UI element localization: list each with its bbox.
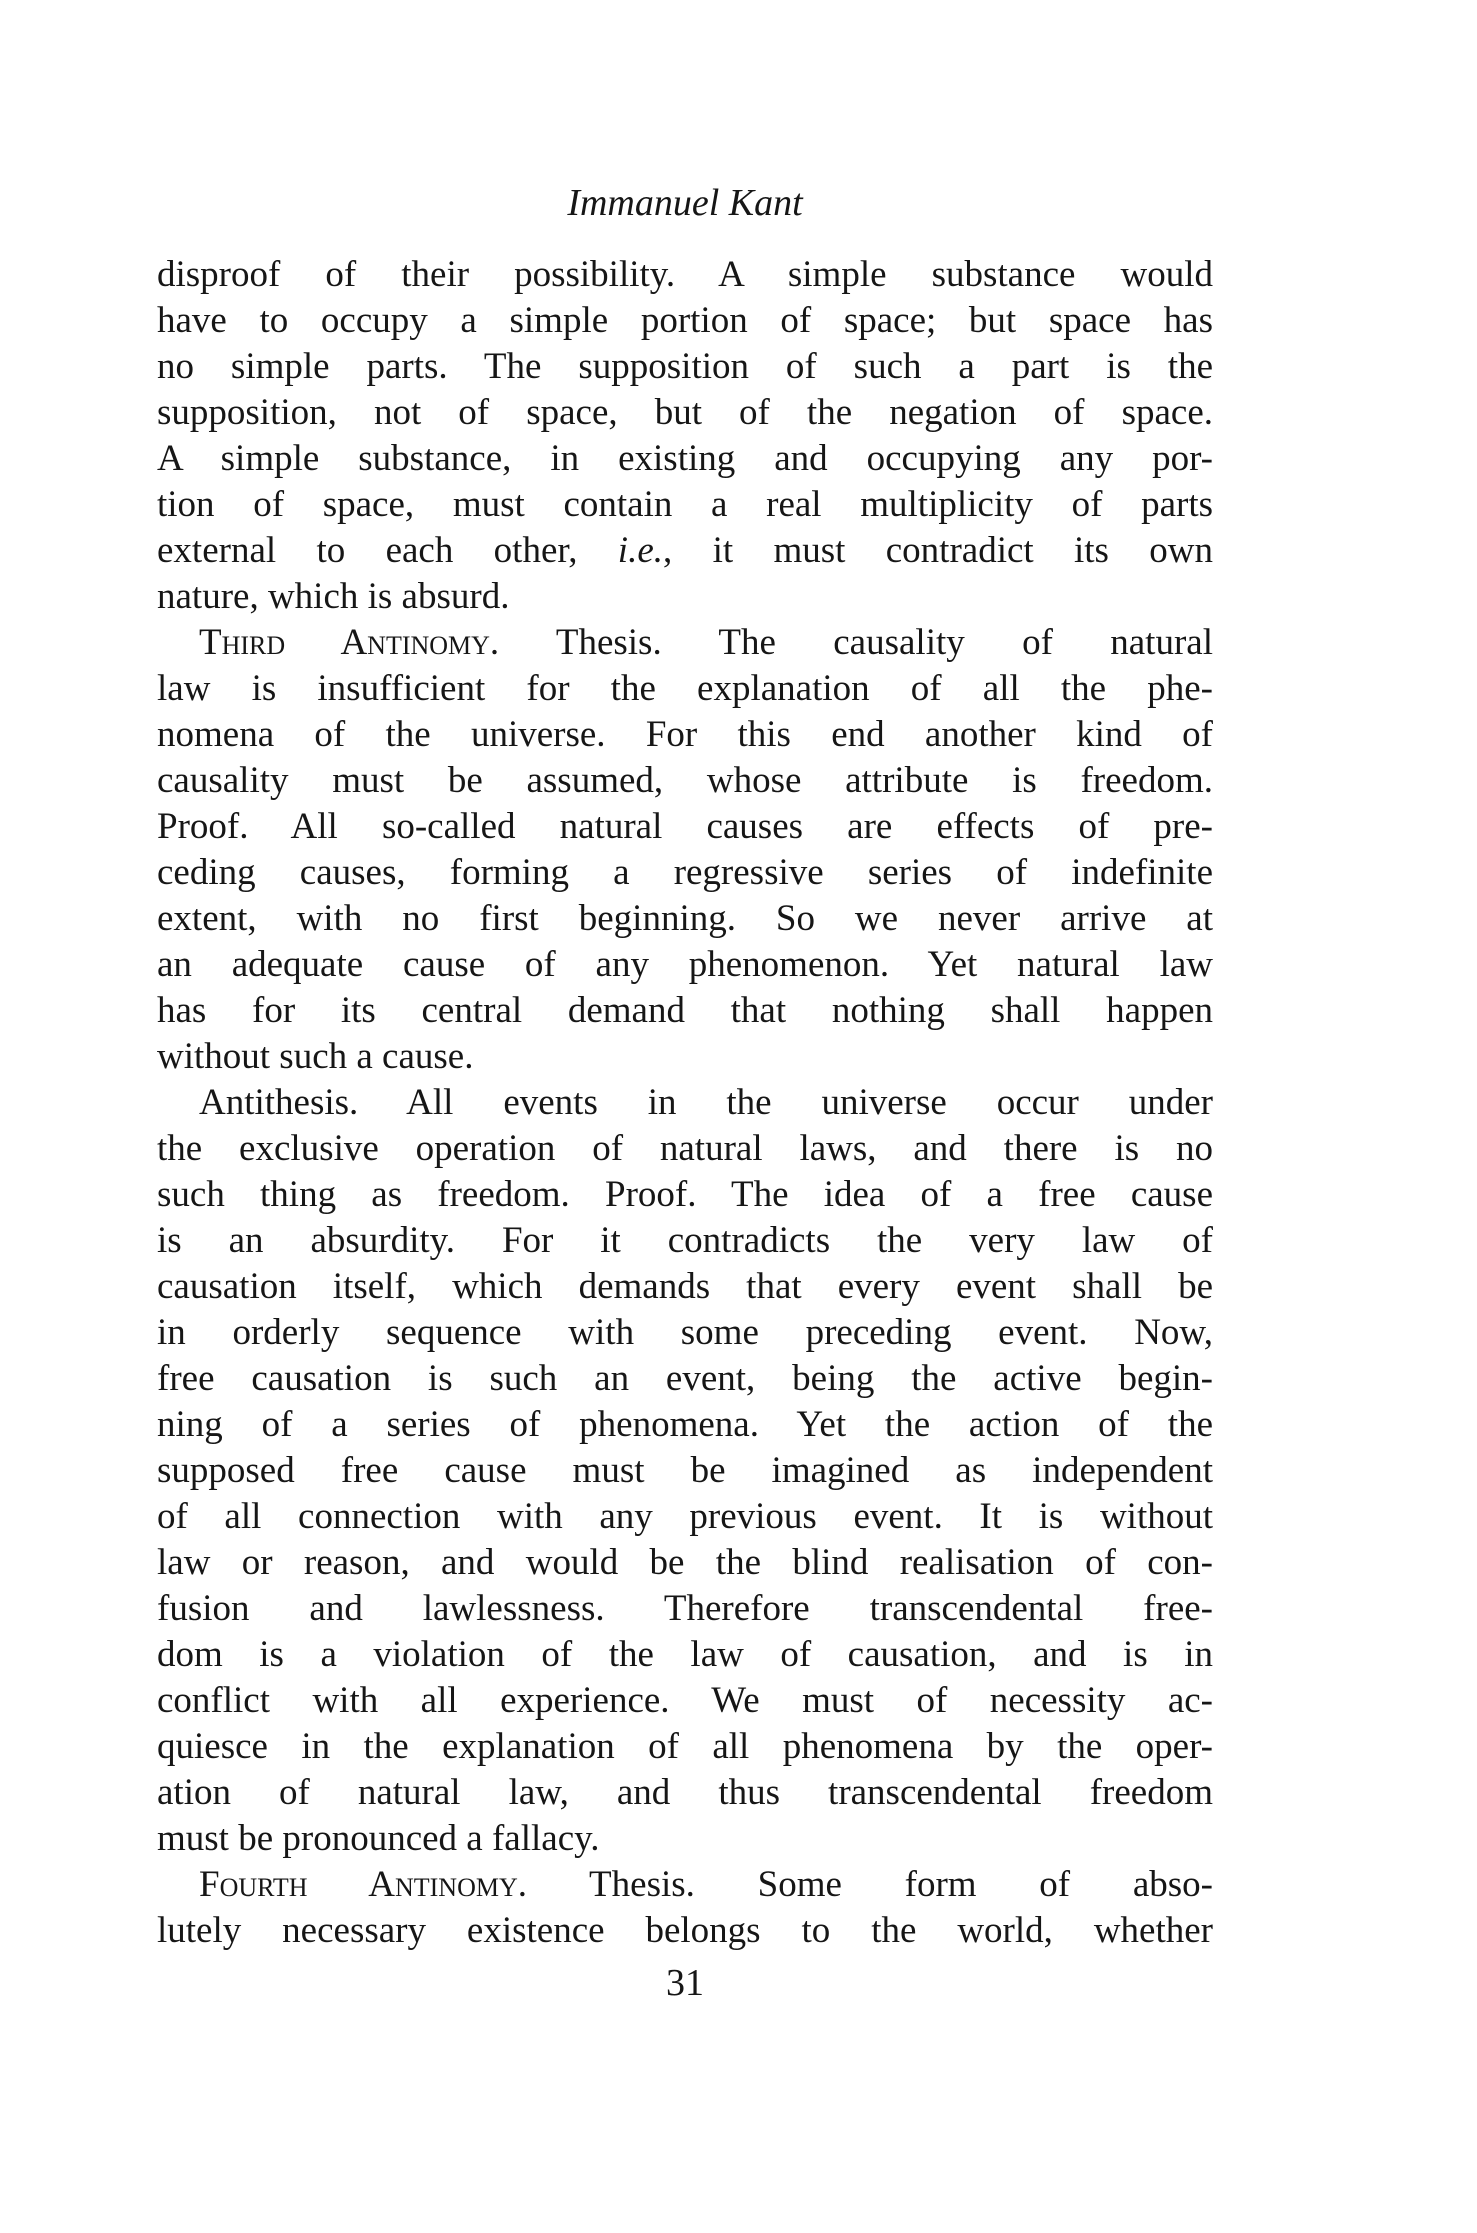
text-segment: disproof of their possibility. A simple substance would	[157, 254, 1213, 295]
text-line	[157, 528, 1213, 574]
text-segment: has for its central demand that nothing shall happen	[157, 990, 1213, 1031]
text-line	[157, 1264, 1213, 1310]
text-segment: the exclusive operation of natural laws, and there is no	[157, 1128, 1213, 1169]
text-line	[157, 1126, 1213, 1172]
text-line	[157, 482, 1213, 528]
text-segment: nature, which is absurd.	[157, 576, 510, 617]
paragraph	[157, 1080, 1213, 1862]
page-number: 31	[666, 1962, 704, 2004]
text-segment: Thesis. The causality of natural	[499, 622, 1213, 663]
text-segment: external to each other,	[157, 530, 618, 571]
text-line	[157, 1862, 1213, 1908]
section-heading: Third Antinomy.	[199, 622, 500, 663]
text-line	[157, 988, 1213, 1034]
text-segment: dom is a violation of the law of causation, and is in	[157, 1634, 1213, 1675]
text-segment: such thing as freedom. Proof. The idea of a free cause	[157, 1174, 1213, 1215]
text-line	[157, 1172, 1213, 1218]
text-segment: supposition, not of space, but of the negation of space.	[157, 392, 1213, 433]
text-segment: law is insufficient for the explanation of all the phe-	[157, 668, 1213, 709]
text-segment: , it must contradict its own	[663, 530, 1213, 571]
paragraph	[157, 620, 1213, 1080]
text-segment: ation of natural law, and thus transcendental freedom	[157, 1772, 1213, 1813]
text-line	[157, 1218, 1213, 1264]
text-line	[157, 666, 1213, 712]
italic-text: i.e.	[617, 530, 663, 571]
text-segment: tion of space, must contain a real multiplicity of parts	[157, 484, 1213, 525]
text-line	[157, 1448, 1213, 1494]
body-text	[157, 252, 1213, 1954]
text-segment: extent, with no first beginning. So we never arrive at	[157, 898, 1213, 939]
text-line	[157, 620, 1213, 666]
text-segment: lutely necessary existence belongs to the world, whether	[157, 1910, 1213, 1951]
text-segment: causation itself, which demands that every event shall be	[157, 1266, 1213, 1307]
text-segment: have to occupy a simple portion of space; but space has	[157, 300, 1213, 341]
paragraph	[157, 1862, 1213, 1954]
text-segment: law or reason, and would be the blind realisation of con-	[157, 1542, 1213, 1583]
text-line	[157, 1816, 1213, 1862]
text-line	[157, 896, 1213, 942]
text-segment: must be pronounced a fallacy.	[157, 1818, 600, 1859]
text-segment: free causation is such an event, being the active begin-	[157, 1358, 1213, 1399]
text-segment: of all connection with any previous event. It is without	[157, 1496, 1213, 1537]
text-line	[157, 1034, 1213, 1080]
text-segment: without such a cause.	[157, 1036, 474, 1077]
text-line	[157, 1678, 1213, 1724]
text-segment: nomena of the universe. For this end another kind of	[157, 714, 1213, 755]
text-line	[157, 1310, 1213, 1356]
text-line	[157, 1402, 1213, 1448]
text-line	[157, 712, 1213, 758]
text-segment: A simple substance, in existing and occupying any por-	[157, 438, 1213, 479]
text-line	[157, 252, 1213, 298]
text-line	[157, 298, 1213, 344]
text-line	[157, 390, 1213, 436]
text-segment: Antithesis. All events in the universe occur under	[199, 1082, 1213, 1123]
text-line	[157, 1908, 1213, 1954]
text-line	[157, 804, 1213, 850]
section-heading: Fourth Antinomy.	[199, 1864, 527, 1905]
text-line	[157, 1770, 1213, 1816]
text-segment: conflict with all experience. We must of necessity ac-	[157, 1680, 1213, 1721]
text-line	[157, 574, 1213, 620]
text-segment: ceding causes, forming a regressive series of indefinite	[157, 852, 1213, 893]
text-line	[157, 1586, 1213, 1632]
text-segment: Thesis. Some form of abso-	[527, 1864, 1213, 1905]
text-line	[157, 942, 1213, 988]
text-line	[157, 1540, 1213, 1586]
text-line	[157, 1632, 1213, 1678]
paragraph	[157, 252, 1213, 620]
text-segment: quiesce in the explanation of all phenomena by the oper-	[157, 1726, 1213, 1767]
text-line	[157, 436, 1213, 482]
text-line	[157, 1356, 1213, 1402]
text-segment: causality must be assumed, whose attribute is freedom.	[157, 760, 1213, 801]
text-line	[157, 1724, 1213, 1770]
text-line	[157, 344, 1213, 390]
text-segment: fusion and lawlessness. Therefore transcendental free-	[157, 1588, 1213, 1629]
text-line	[157, 758, 1213, 804]
text-line	[157, 1080, 1213, 1126]
text-segment: in orderly sequence with some preceding event. Now,	[157, 1312, 1213, 1353]
text-segment: ning of a series of phenomena. Yet the action of the	[157, 1404, 1213, 1445]
text-segment: an adequate cause of any phenomenon. Yet natural law	[157, 944, 1213, 985]
text-line	[157, 1494, 1213, 1540]
text-segment: Proof. All so-called natural causes are effects of pre-	[157, 806, 1213, 847]
text-segment: no simple parts. The supposition of such a part is the	[157, 346, 1213, 387]
running-head: Immanuel Kant	[567, 182, 803, 224]
text-segment: is an absurdity. For it contradicts the very law of	[157, 1220, 1213, 1261]
text-line	[157, 850, 1213, 896]
text-segment: supposed free cause must be imagined as independent	[157, 1450, 1213, 1491]
